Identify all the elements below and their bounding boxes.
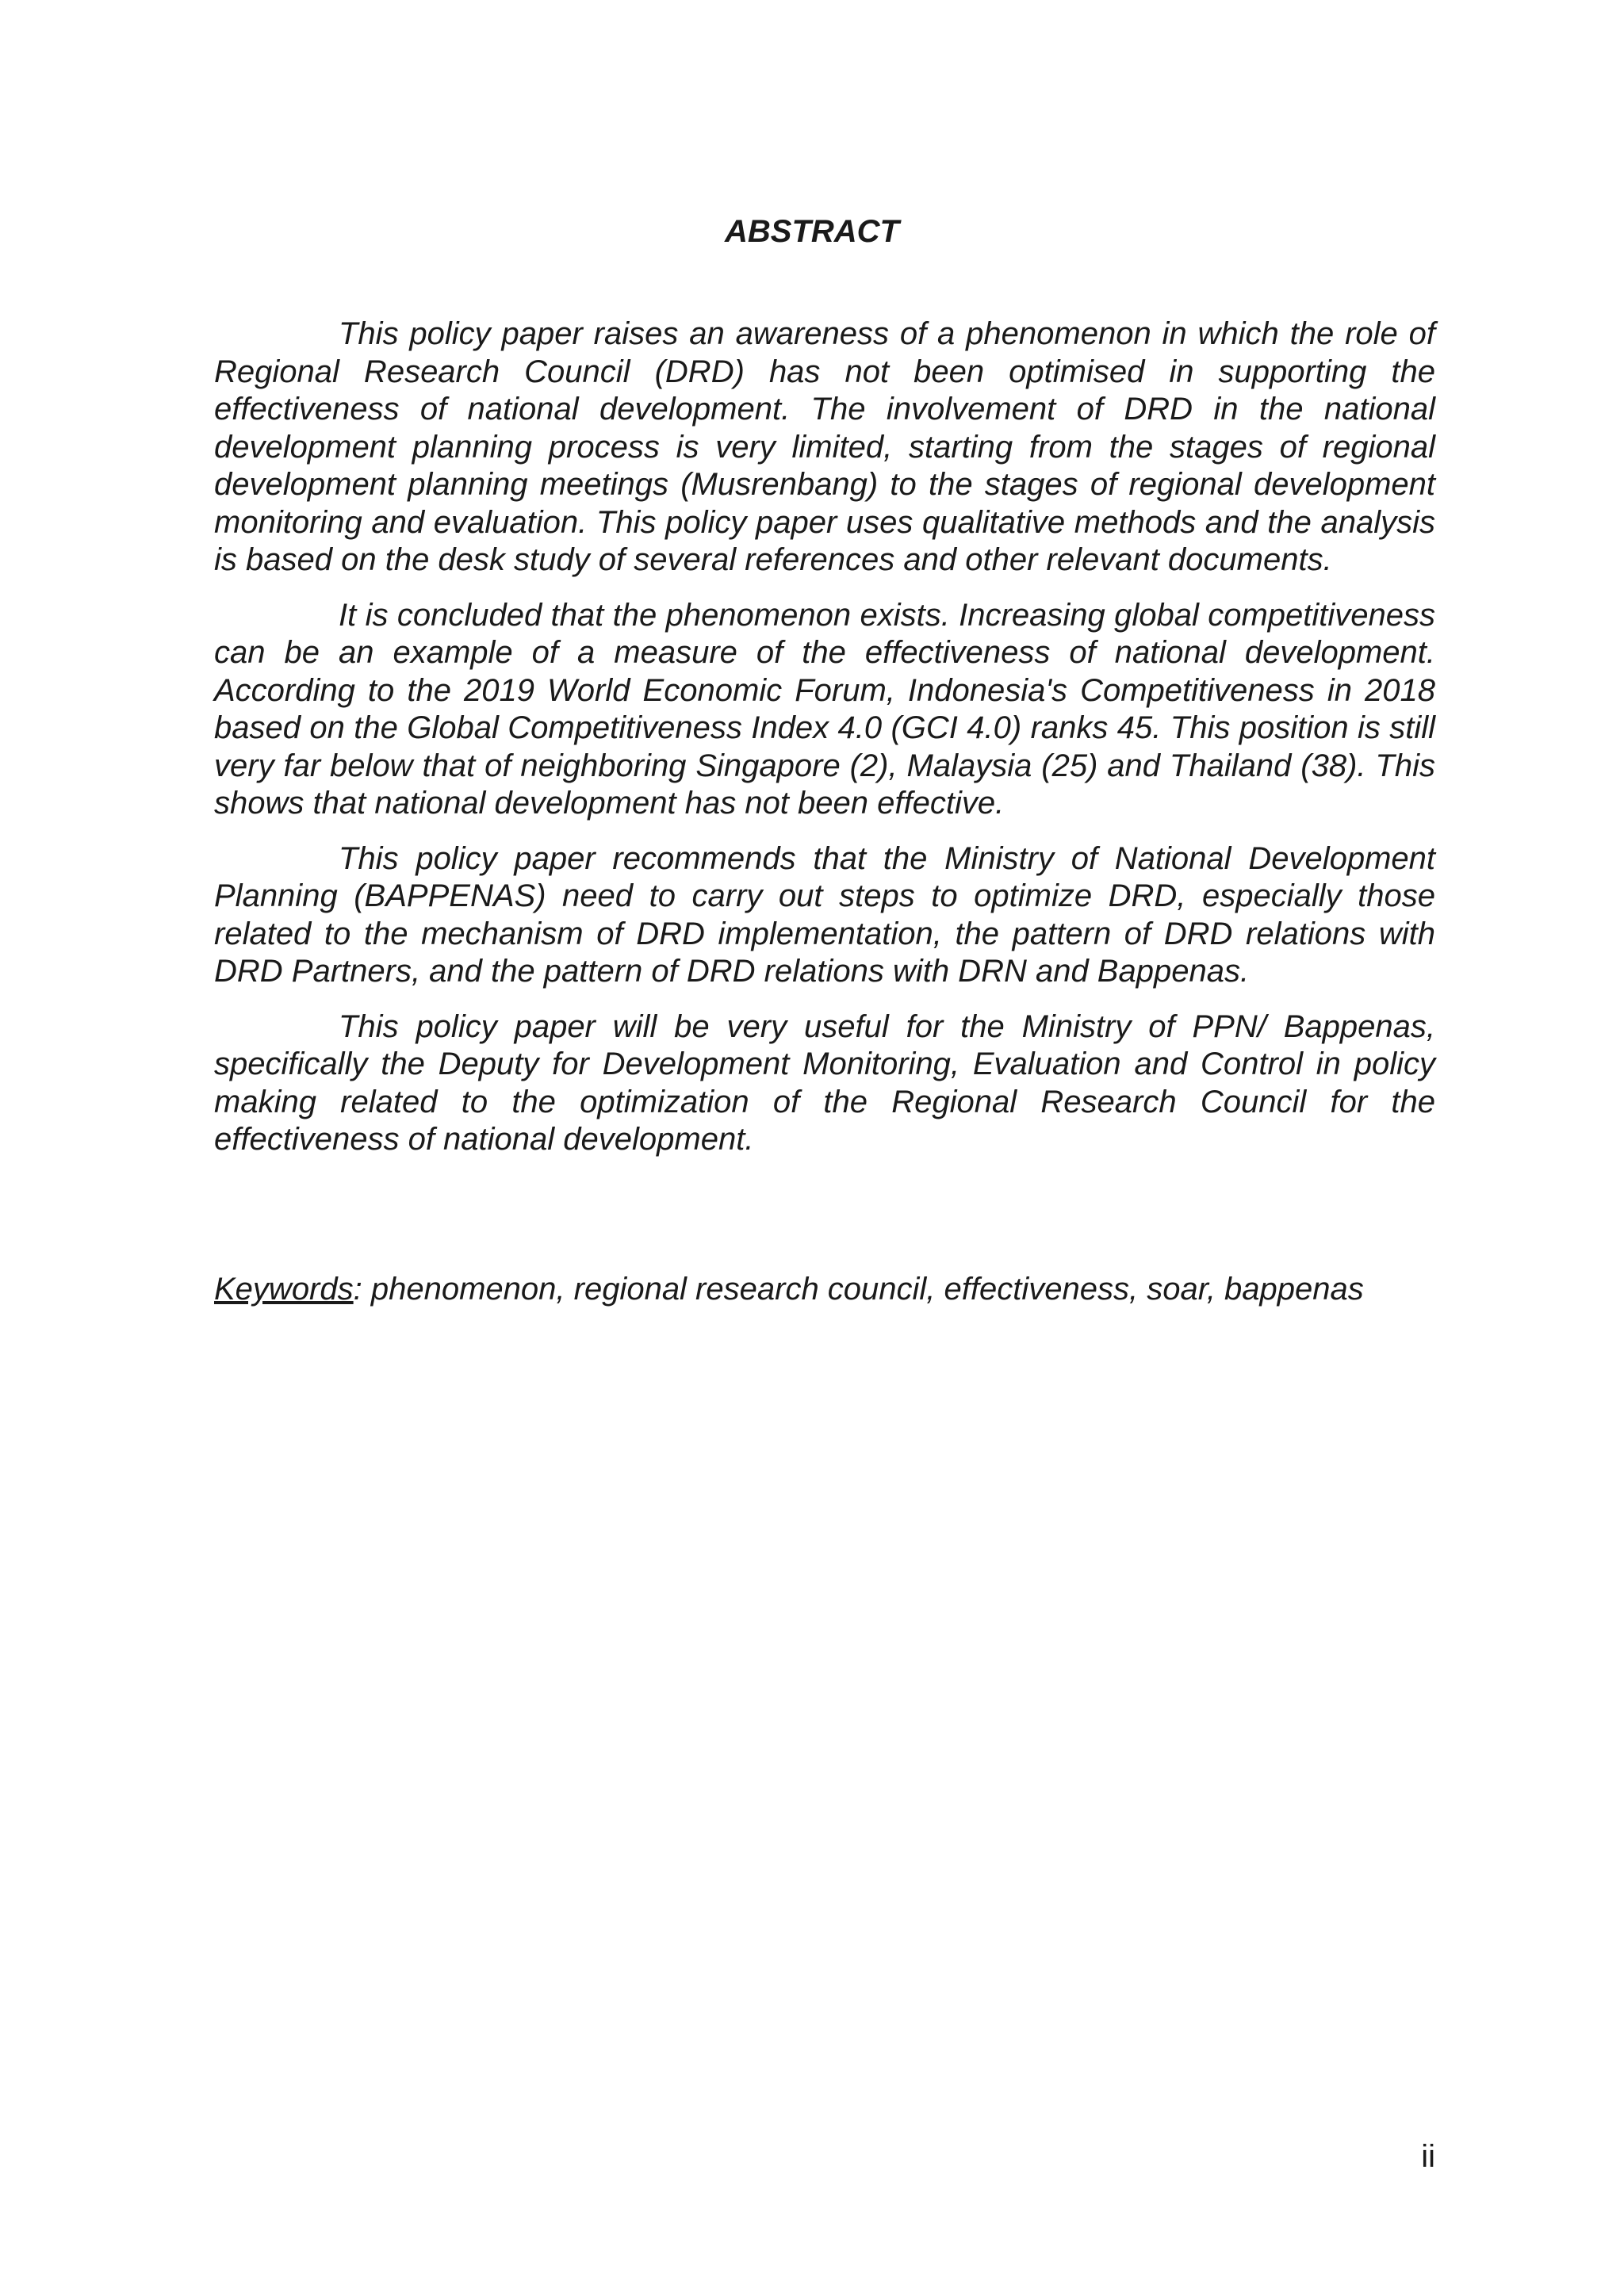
page-number: ii	[1421, 2139, 1435, 2174]
abstract-paragraph-2: It is concluded that the phenomenon exists. Increasing global competitiveness can be an example of a measure of the effectiveness of national development. According to the 2019 World Economic Forum, Indonesia's Competitiveness in 2018 based on the Global Competitiveness Index 4.0 (GCI 4.0) ranks 45. This position is still very far below that of neighboring Singapore (2), Malaysia (25) and Thailand (38). This shows that national development has not been effective.	[214, 597, 1435, 821]
abstract-title: ABSTRACT	[725, 214, 899, 249]
keywords-separator: :	[353, 1272, 371, 1307]
keywords-line	[214, 1270, 1483, 1308]
abstract-paragraph-1: This policy paper raises an awareness of a phenomenon in which the role of Regional Research Council (DRD) has not been optimised in supporting the effectiveness of national development. The involvement of DRD in the national development planning process is very limited, starting from the stages of regional development planning meetings (Musrenbang) to the stages of regional development monitoring and evaluation. This policy paper uses qualitative methods and the analysis is based on the desk study of several references and other relevant documents.	[214, 316, 1435, 577]
abstract-body	[214, 316, 1435, 1177]
abstract-paragraph-4: This policy paper will be very useful for the Ministry of PPN/ Bappenas, specifically the Deputy for Development Monitoring, Evaluation and Control in policy making related to the optimization of the Regional Research Council for the effectiveness of national development.	[214, 1008, 1435, 1157]
keywords-label: Keywords	[214, 1272, 354, 1307]
abstract-paragraph-3: This policy paper recommends that the Ministry of National Development Planning (BAPPENAS) need to carry out steps to optimize DRD, especially those related to the mechanism of DRD implementation, the pattern of DRD relations with DRD Partners, and the pattern of DRD relations with DRN and Bappenas.	[214, 840, 1435, 989]
keywords-text: phenomenon, regional research council, effectiveness, soar, bappenas	[370, 1272, 1364, 1307]
